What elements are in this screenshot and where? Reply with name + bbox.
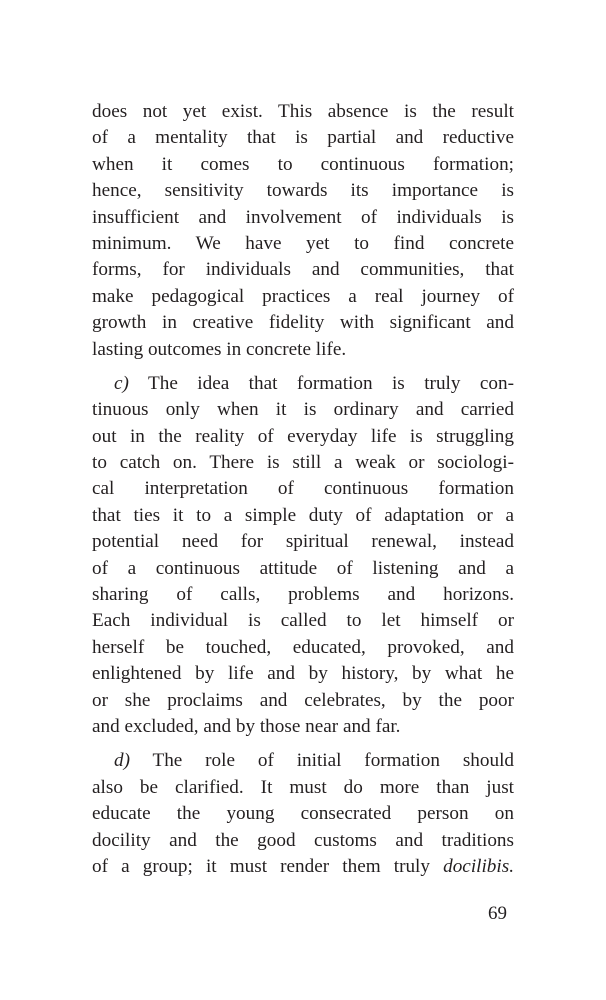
text-line: educate the young consecrated person on (92, 803, 514, 825)
text-line: hence, sensitivity towards its importance is (92, 180, 514, 202)
item-label: c) (114, 372, 129, 394)
text-line (92, 854, 514, 880)
text-line: and excluded, and by those near and far. (92, 715, 401, 737)
page-number: 69 (488, 903, 507, 924)
text-line: Each individual is called to let himself or (92, 610, 514, 632)
text-line: of a mentality that is partial and reductive (92, 127, 514, 149)
text-line: lasting outcomes in concrete life. (92, 338, 347, 360)
text-line: out in the reality of everyday life is struggling (92, 425, 514, 447)
text-span: The role of initial formation should (129, 750, 514, 772)
text-line (92, 748, 514, 774)
text-line: cal interpretation of continuous formation (92, 478, 514, 500)
paragraph-d (92, 748, 514, 880)
text-line: also be clarified. It must do more than just (92, 776, 514, 798)
text-span: of a group; it must render them truly (92, 855, 444, 877)
page-body (92, 99, 514, 888)
paragraph-c (92, 371, 514, 740)
item-label: d) (114, 750, 130, 772)
text-line: docility and the good customs and traditions (92, 829, 514, 851)
paragraph-a-continuation (92, 99, 514, 363)
text-line: enlightened by life and by history, by what he (92, 663, 514, 685)
text-line: when it comes to continuous formation; (92, 153, 514, 175)
text-line: herself be touched, educated, provoked, and (92, 636, 514, 658)
text-span: The idea that formation is truly con- (128, 372, 514, 394)
text-line: of a continuous attitude of listening and a (92, 557, 514, 579)
text-line (92, 371, 514, 397)
text-line: make pedagogical practices a real journey of (92, 285, 514, 307)
text-line: insufficient and involvement of individuals is (92, 206, 514, 228)
text-line: that ties it to a simple duty of adaptation or a (92, 504, 514, 526)
text-line: potential need for spiritual renewal, instead (92, 531, 514, 553)
text-line: growth in creative fidelity with significant and (92, 312, 514, 334)
text-line: minimum. We have yet to find concrete (92, 232, 514, 254)
text-line: or she proclaims and celebrates, by the poor (92, 689, 514, 711)
text-line: sharing of calls, problems and horizons. (92, 584, 514, 606)
text-line: forms, for individuals and communities, that (92, 259, 514, 281)
text-line: tinuous only when it is ordinary and carried (92, 399, 514, 421)
italic-term: docilibis. (443, 855, 514, 877)
text-line: to catch on. There is still a weak or sociologi- (92, 452, 514, 474)
text-line: does not yet exist. This absence is the result (92, 101, 514, 122)
